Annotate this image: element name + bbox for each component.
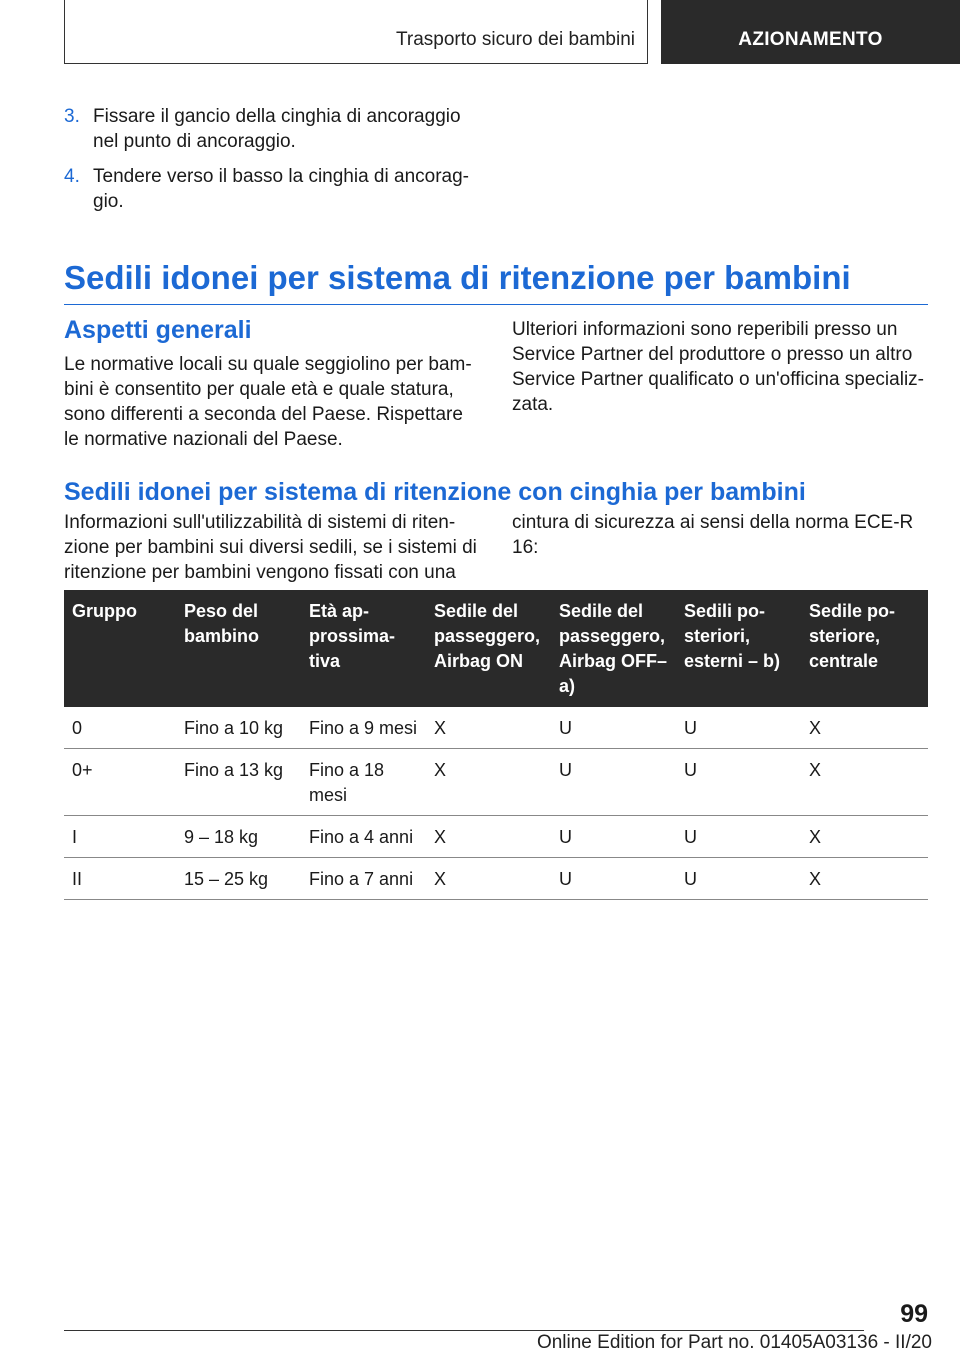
table-cell: X <box>426 816 551 858</box>
column-header-rear-outer: Sedili posteriori, esterni – b) <box>676 590 801 707</box>
table-cell: U <box>676 707 801 749</box>
general-text-left: Le normative locali su quale seggiolino per bambini è consentito per quale età e quale statura, sono differenti a seconda del Paese. Rispettare le normative nazionali del Paese. <box>64 354 472 450</box>
table-cell: X <box>426 749 551 816</box>
step-item <box>64 104 474 154</box>
belt-text-right: cintura di sicurezza ai sensi della norma ECE-R 16: <box>512 512 914 558</box>
header-chapter-tab <box>661 0 960 64</box>
table-row <box>64 707 928 749</box>
table-row <box>64 749 928 816</box>
table-cell: Fino a 4 anni <box>301 816 426 858</box>
table-cell: II <box>64 858 176 900</box>
header-chapter-label: AZIONAMENTO <box>738 29 883 50</box>
step-number: 3. <box>64 106 80 127</box>
table-cell: Fino a 18 mesi <box>301 749 426 816</box>
table-cell: X <box>426 707 551 749</box>
table-cell: U <box>676 858 801 900</box>
table-row <box>64 816 928 858</box>
table-cell: Fino a 13 kg <box>176 749 301 816</box>
column-header-passenger-airbag-off: Sedile del passeggero, Airbag OFF– a) <box>551 590 676 707</box>
child-seat-table <box>64 590 928 900</box>
table-cell: 0 <box>64 707 176 749</box>
table-cell: X <box>801 749 928 816</box>
belt-section-heading: Sedili idonei per sistema di ritenzione con cinghia per bambini <box>64 478 806 506</box>
table-cell: U <box>551 816 676 858</box>
table-cell: Fino a 7 anni <box>301 858 426 900</box>
table-cell: U <box>551 707 676 749</box>
table-row <box>64 858 928 900</box>
belt-text-left: Informazioni sull'utilizzabilità di sistemi di ritenzione per bambini sui diversi sedili, se i sistemi di ritenzione per bambini vengono fissati con una <box>64 512 477 583</box>
table-cell: X <box>801 858 928 900</box>
footer-edition: Online Edition for Part no. 01405A03136 - II/20 <box>536 1332 932 1353</box>
column-header-age: Età approssimativa <box>301 590 426 707</box>
step-number: 4. <box>64 166 80 187</box>
table-cell: 0+ <box>64 749 176 816</box>
table-cell: Fino a 9 mesi <box>301 707 426 749</box>
column-header-group: Gruppo <box>64 590 176 707</box>
step-list <box>64 104 474 224</box>
table-cell: 15 – 25 kg <box>176 858 301 900</box>
table-header-row <box>64 590 928 707</box>
header-section-box <box>64 0 648 64</box>
header-section-title: Trasporto sicuro dei bambini <box>395 29 635 50</box>
column-header-passenger-airbag-on: Sedile del passeggero, Airbag ON <box>426 590 551 707</box>
table-cell: U <box>676 749 801 816</box>
table-cell: X <box>426 858 551 900</box>
main-heading: Sedili idonei per sistema di ritenzione per bambini <box>64 258 928 305</box>
step-text: Tendere verso il basso la cinghia di ancoraggio. <box>93 166 469 212</box>
page-header <box>0 0 960 66</box>
step-text: Fissare il gancio della cinghia di ancoraggio nel punto di ancoraggio. <box>93 106 461 152</box>
table-cell: I <box>64 816 176 858</box>
column-header-rear-center: Sedile posteriore, centrale <box>801 590 928 707</box>
column-header-weight: Peso del bambino <box>176 590 301 707</box>
table-cell: X <box>801 707 928 749</box>
table-cell: 9 – 18 kg <box>176 816 301 858</box>
table-cell: Fino a 10 kg <box>176 707 301 749</box>
general-text-right: Ulteriori informazioni sono reperibili presso un Service Partner del produttore o presso un altro Service Partner qualificato o un'officina specializzata. <box>512 319 924 415</box>
footer-divider <box>64 1330 864 1331</box>
table-cell: U <box>551 749 676 816</box>
table-cell: U <box>676 816 801 858</box>
general-heading: Aspetti generali <box>64 316 252 344</box>
table-cell: X <box>801 816 928 858</box>
page-number: 99 <box>900 1300 928 1328</box>
table-cell: U <box>551 858 676 900</box>
step-item <box>64 164 474 214</box>
